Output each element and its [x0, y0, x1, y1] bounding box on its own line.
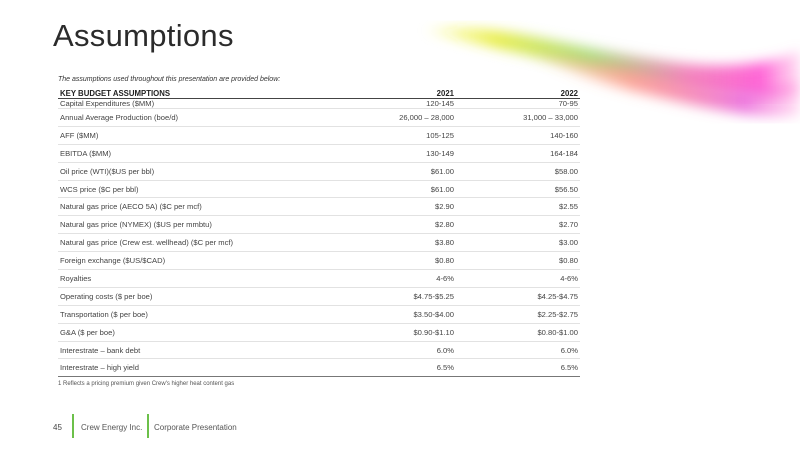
value-2022: $58.00 [456, 162, 580, 180]
value-2022: $0.80 [456, 252, 580, 270]
row-label: Annual Average Production (boe/d) [58, 109, 342, 127]
row-label: AFF ($MM) [58, 126, 342, 144]
value-2021: 26,000 – 28,000 [342, 109, 456, 127]
table-row [58, 234, 580, 252]
value-2022: $2.55 [456, 198, 580, 216]
value-2021: $61.00 [342, 180, 456, 198]
footnote: 1 Reflects a pricing premium given Crew's higher heat content gas [58, 381, 235, 387]
row-label: Interestrate – high yield [58, 359, 342, 377]
value-2021: $2.90 [342, 198, 456, 216]
footer [0, 412, 400, 440]
row-label: Interestrate – bank debt [58, 341, 342, 359]
footer-divider [147, 414, 149, 438]
row-label: EBITDA ($MM) [58, 144, 342, 162]
table-row [58, 287, 580, 305]
row-label: Natural gas price (AECO 5A) ($C per mcf) [58, 198, 342, 216]
value-2021: 130-149 [342, 144, 456, 162]
value-2022: 140-160 [456, 126, 580, 144]
value-2022: 6.0% [456, 341, 580, 359]
value-2022: 164-184 [456, 144, 580, 162]
row-label: Royalties [58, 270, 342, 288]
table-header-row [58, 88, 580, 99]
value-2021: $3.50-$4.00 [342, 305, 456, 323]
page-title: Assumptions [53, 18, 234, 53]
value-2022: $56.50 [456, 180, 580, 198]
footer-divider [72, 414, 74, 438]
table-row [58, 144, 580, 162]
value-2021: $61.00 [342, 162, 456, 180]
row-label: Foreign exchange ($US/$CAD) [58, 252, 342, 270]
row-label: Oil price (WTI)($US per bbl) [58, 162, 342, 180]
table-body [58, 99, 580, 377]
table-row [58, 109, 580, 127]
row-label: Capital Expenditures ($MM) [58, 99, 342, 109]
row-label: Operating costs ($ per boe) [58, 287, 342, 305]
value-2022: $0.80-$1.00 [456, 323, 580, 341]
value-2021: $3.80 [342, 234, 456, 252]
table-row [58, 162, 580, 180]
value-2021: 105-125 [342, 126, 456, 144]
assumptions-table [58, 88, 580, 377]
page-number: 45 [53, 423, 62, 432]
value-2022: $2.70 [456, 216, 580, 234]
value-2022: $4.25-$4.75 [456, 287, 580, 305]
intro-text: The assumptions used throughout this presentation are provided below: [58, 76, 281, 83]
row-label: G&A ($ per boe) [58, 323, 342, 341]
value-2022: $2.25-$2.75 [456, 305, 580, 323]
table-row [58, 180, 580, 198]
value-2021: 4-6% [342, 270, 456, 288]
value-2022: 70-95 [456, 99, 580, 109]
value-2021: $2.80 [342, 216, 456, 234]
table-row [58, 359, 580, 377]
value-2022: 6.5% [456, 359, 580, 377]
column-header-2022: 2022 [456, 88, 580, 99]
table-row [58, 216, 580, 234]
value-2021: $0.80 [342, 252, 456, 270]
row-label: WCS price ($C per bbl) [58, 180, 342, 198]
value-2022: $3.00 [456, 234, 580, 252]
value-2022: 31,000 – 33,000 [456, 109, 580, 127]
table-row [58, 305, 580, 323]
column-header-assumption: KEY BUDGET ASSUMPTIONS [58, 88, 342, 99]
value-2021: 6.5% [342, 359, 456, 377]
table-row [58, 341, 580, 359]
table-row [58, 323, 580, 341]
table-row [58, 198, 580, 216]
company-name: Crew Energy Inc. [81, 423, 143, 432]
column-header-2021: 2021 [342, 88, 456, 99]
table-row [58, 252, 580, 270]
table-row [58, 126, 580, 144]
value-2021: $4.75-$5.25 [342, 287, 456, 305]
value-2021: 6.0% [342, 341, 456, 359]
table-row [58, 270, 580, 288]
presentation-name: Corporate Presentation [154, 423, 237, 432]
value-2022: 4-6% [456, 270, 580, 288]
table-row [58, 99, 580, 109]
value-2021: $0.90-$1.10 [342, 323, 456, 341]
row-label: Natural gas price (Crew est. wellhead) ($C per mcf) [58, 234, 342, 252]
row-label: Natural gas price (NYMEX) ($US per mmbtu) [58, 216, 342, 234]
row-label: Transportation ($ per boe) [58, 305, 342, 323]
value-2021: 120-145 [342, 99, 456, 109]
